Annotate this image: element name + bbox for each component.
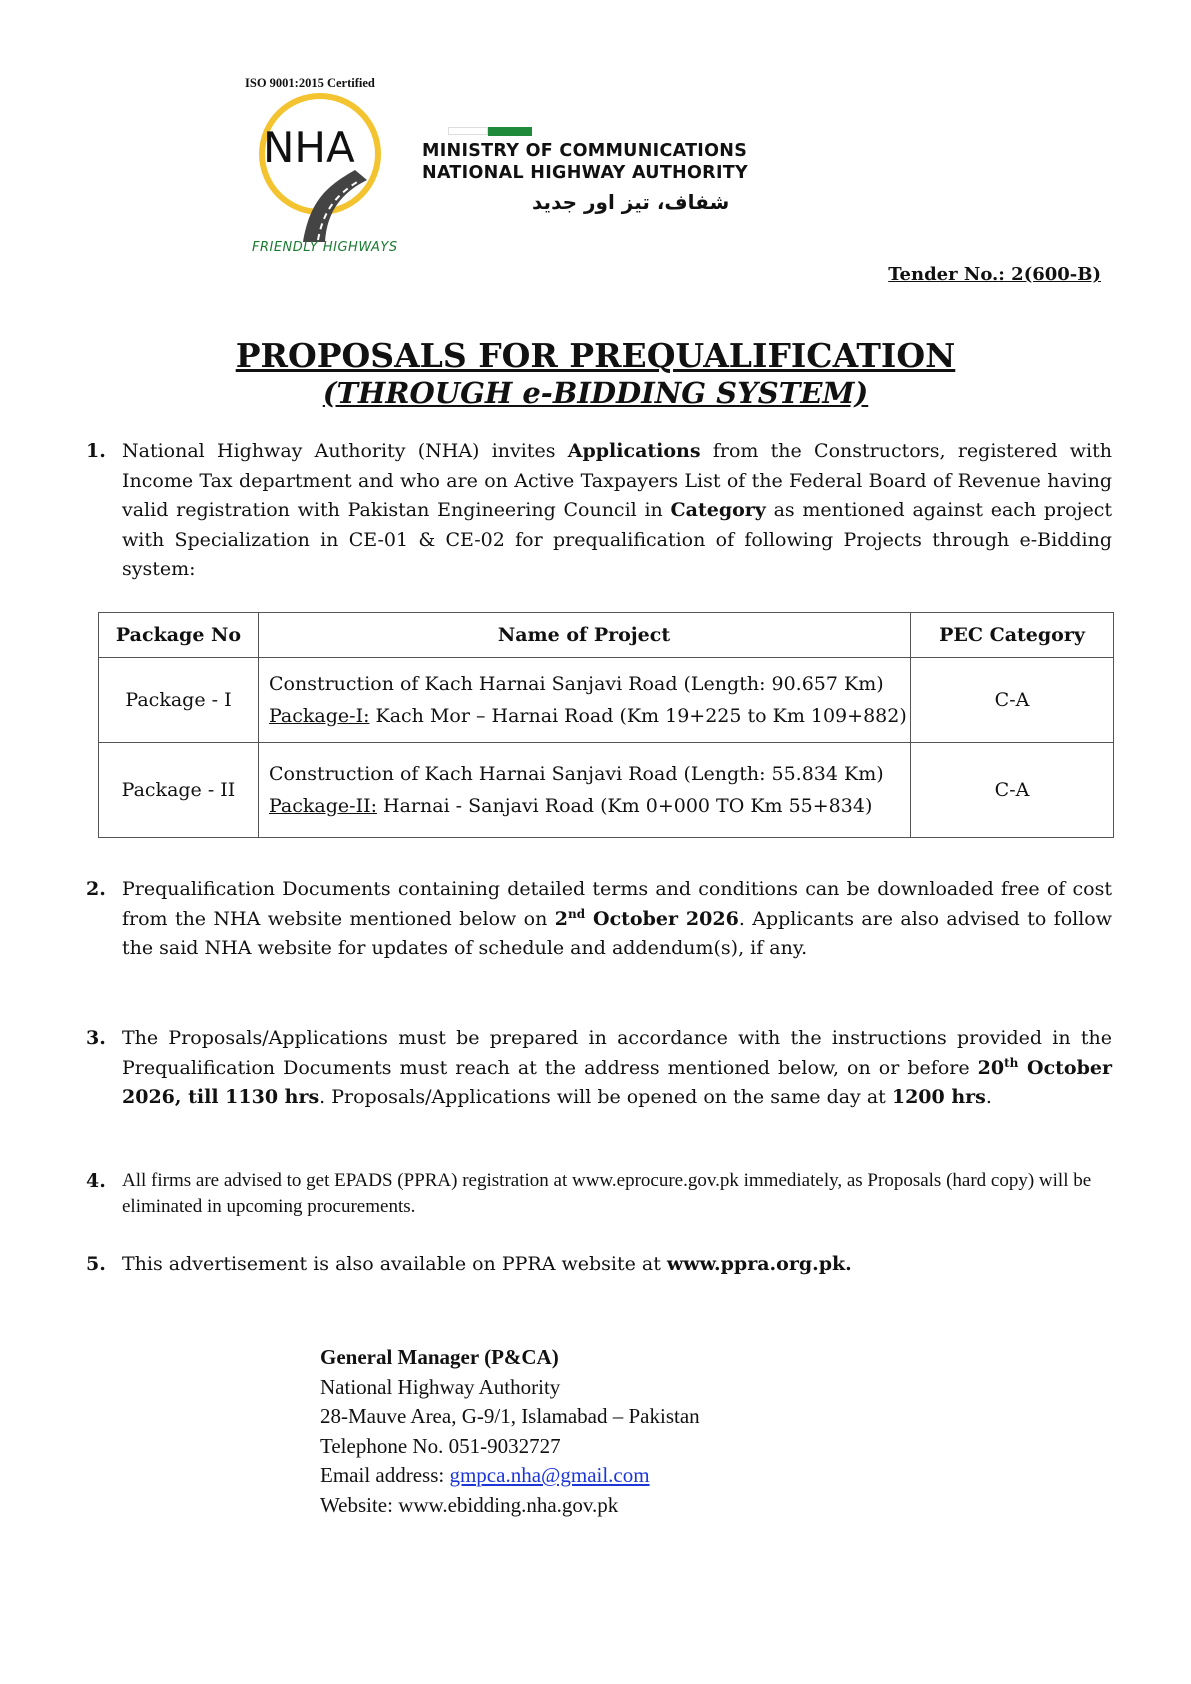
paragraph-number: 5. [86,1253,106,1275]
tender-number: Tender No.: 2(600-B) [888,264,1101,285]
text-run: The Proposals/Applications must be prepared in accordance with the instructions provided in the Prequalification Documents must reach at the address mentioned below, on or before [122,1027,1112,1079]
paragraph-5 [86,1250,1112,1280]
text-run: . Applicants are also advised to follow the said NHA website for updates of schedule and addendum(s), if any. [122,907,1112,959]
text-run: as mentioned against each project with Specialization in CE-01 & CE-02 for prequalification of following Projects through e-Bidding system: [122,499,1112,580]
paragraph-text [122,1250,1112,1280]
package-label: Package-I: [269,705,370,727]
paragraph-text [122,875,1112,964]
paragraph-number: 2. [86,878,106,900]
nha-logo [255,92,385,250]
package-label: Package-II: [269,795,377,817]
contact-address: 28-Mauve Area, G-9/1, Islamabad – Pakistan [320,1404,700,1428]
paragraph-text: All firms are advised to get EPADS (PPRA) registration at www.eprocure.gov.pk immediately, as Proposals (hard copy) will be eliminated in upcoming procurements. [122,1170,1092,1217]
date-rest: October 2026 [585,907,739,930]
contact-phone: Telephone No. 051-9032727 [320,1433,561,1458]
date-day: 2 [554,907,568,930]
text-run: from the Constructors, registered with Income Tax department and who are on Active Taxpayers List of the Federal Board of Revenue having valid registration with Pakistan Engineering Council in [122,440,1112,521]
paragraph-4 [86,1168,1112,1220]
logo-text: NHA [263,123,355,172]
category-cell: C-A [911,743,1114,838]
email-label: Email address: [320,1463,450,1487]
text-run: Prequalification Documents containing detailed terms and conditions can be downloaded free of cost from the NHA website mentioned below on [122,878,1112,930]
flag-green-stripe [488,127,532,136]
contact-org: National Highway Authority [320,1374,561,1399]
text-run: . Proposals/Applications will be opened on the same day at [319,1086,892,1108]
table-row [99,743,1114,838]
bold-run [555,908,739,930]
contact-title: General Manager (P&CA) [320,1345,559,1369]
paragraph-3 [86,1024,1112,1113]
text-run: National Highway Authority (NHA) invites [122,440,568,462]
ministry-line-2: NATIONAL HIGHWAY AUTHORITY [422,163,748,183]
package-cell: Package - I [99,658,259,743]
table-header-row [99,613,1114,658]
package-route: Kach Mor – Harnai Road (Km 19+225 to Km 109+882) [369,705,907,727]
paragraph-2 [86,875,1112,964]
email-link[interactable]: gmpca.nha@gmail.com [449,1463,650,1487]
project-line [269,700,909,732]
urdu-motto: شفاف، تیز اور جدید [532,190,730,214]
project-cell [259,743,911,838]
paragraph-number: 3. [86,1027,106,1049]
category-cell: C-A [911,658,1114,743]
date-day: 20 [977,1056,1005,1079]
project-line: Construction of Kach Harnai Sanjavi Road (Length: 90.657 Km) [269,673,884,695]
date-rest: October 2026, till 1130 hrs [122,1056,1112,1108]
ministry-heading [422,140,748,184]
table-row [99,658,1114,743]
projects-table [98,612,1114,838]
package-cell: Package - II [99,743,259,838]
contact-website: Website: www.ebidding.nha.gov.pk [320,1492,619,1517]
page-title: PROPOSALS FOR PREQUALIFICATION [235,336,956,375]
bold-run: Applications [567,440,701,462]
contact-block [320,1343,700,1520]
paragraph-text [122,437,1112,585]
ordinal-suffix: nd [567,906,586,921]
ministry-line-1: MINISTRY OF COMMUNICATIONS [422,141,748,161]
bold-run: 1200 hrs [891,1086,986,1108]
paragraph-number: 1. [86,440,106,462]
column-header: Package No [99,613,259,658]
paragraph-number: 4. [86,1170,106,1192]
page-subtitle: (THROUGH e-BIDDING SYSTEM) [322,376,869,410]
project-cell [259,658,911,743]
project-line [269,790,909,822]
contact-email-line [320,1461,700,1491]
text-run: . [985,1086,992,1108]
column-header: Name of Project [259,613,911,658]
flag-white-stripe [448,127,488,135]
package-route: Harnai - Sanjavi Road (Km 0+000 TO Km 55+834) [376,795,873,817]
project-line: Construction of Kach Harnai Sanjavi Road (Length: 55.834 Km) [269,763,884,785]
column-header: PEC Category [911,613,1114,658]
logo-tagline: FRIENDLY HIGHWAYS [252,240,398,255]
iso-certification: ISO 9001:2015 Certified [245,76,375,90]
text-run: This advertisement is also available on PPRA website at [122,1253,667,1275]
paragraph-1 [86,437,1112,585]
paragraph-text [122,1024,1112,1113]
bold-run: Category [670,499,766,521]
ppra-website: www.ppra.org.pk. [666,1253,852,1275]
ordinal-suffix: th [1004,1055,1019,1070]
